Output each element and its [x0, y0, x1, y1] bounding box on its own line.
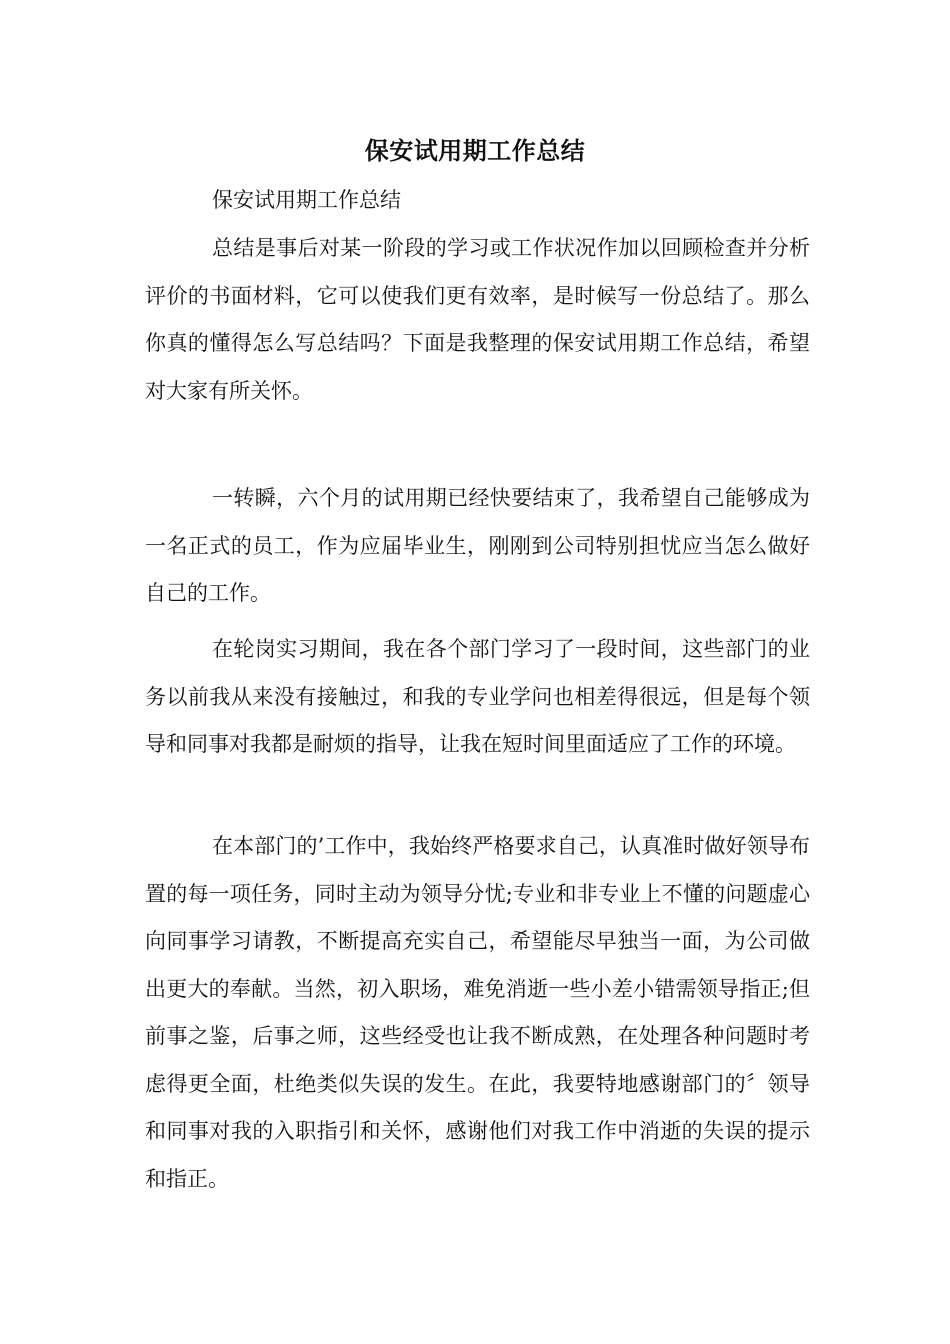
- paragraph-department-work: 在本部门的’工作中，我始终严格要求自己，认真准时做好领导布置的每一项任务，同时主动为领导分忧;专业和非专业上不懂的问题虚心向同事学习请教，不断提高充实自己，希望能尽早独当一面，为公司做出更大的奉献。当然，初入职场，难免消逝一些小差小错需领导指正;但前事之鉴，后事之师，这些经受也让我不断成熟，在处理各种问题时考虑得更全面，杜绝类似失误的发生。在此，我要特地感谢部门的〞领导和同事对我的入职指引和关怀，感谢他们对我工作中消逝的失误的提示和指正。: [145, 834, 810, 1191]
- document-title: 保安试用期工作总结: [364, 136, 586, 165]
- document-subtitle: 保安试用期工作总结: [212, 188, 401, 212]
- paragraph-probation: 一转瞬，六个月的试用期已经快要结束了，我希望自己能够成为一名正式的员工，作为应届毕业生，刚刚到公司特别担忧应当怎么做好自己的工作。: [145, 486, 810, 605]
- paragraph-intro: 总结是事后对某一阶段的学习或工作状况作加以回顾检查并分析评价的书面材料，它可以使我们更有效率，是时候写一份总结了。那么你真的懂得怎么写总结吗？下面是我整理的保安试用期工作总结，希望对大家有所关怀。: [145, 236, 810, 403]
- paragraph-rotation: 在轮岗实习期间，我在各个部门学习了一段时间，这些部门的业务以前我从来没有接触过，和我的专业学问也相差得很远，但是每个领导和同事对我都是耐烦的指导，让我在短时间里面适应了工作的环境。: [145, 637, 810, 756]
